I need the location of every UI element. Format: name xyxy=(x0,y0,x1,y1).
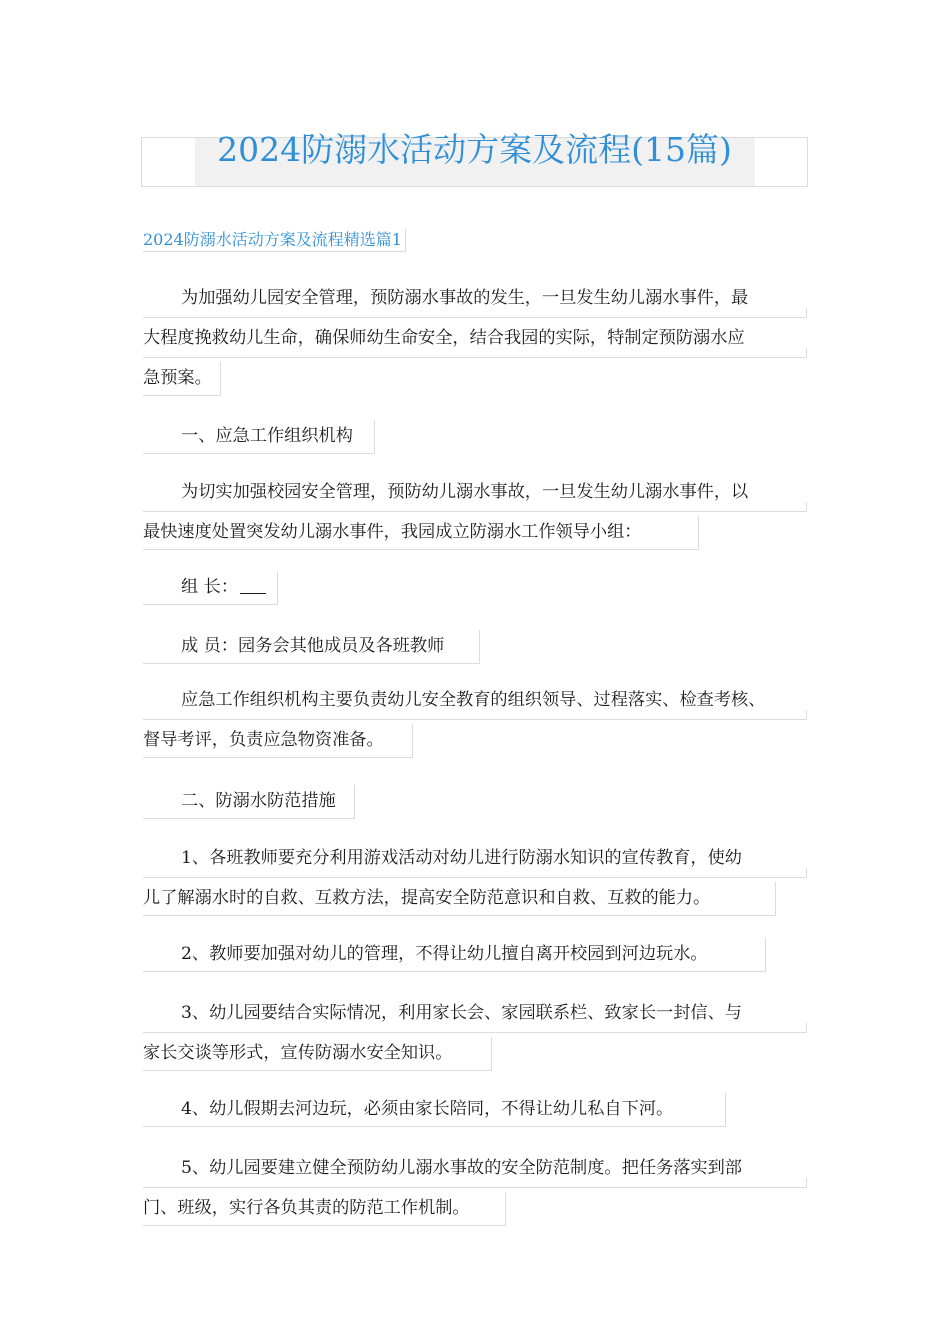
paragraph xyxy=(143,1148,807,1228)
paragraph-line xyxy=(143,838,807,878)
paragraph xyxy=(143,1089,807,1129)
paragraph-line xyxy=(143,1188,807,1228)
line-frame xyxy=(143,1178,807,1188)
paragraph-line xyxy=(143,720,807,760)
paragraph xyxy=(143,934,807,974)
paragraph xyxy=(143,781,807,821)
line-text: 3、幼儿园要结合实际情况，利用家长会、家园联系栏、致家长一封信、与 xyxy=(181,1003,742,1023)
line-text: 成 员：园务会其他成员及各班教师 xyxy=(181,636,445,656)
line-frame xyxy=(143,710,807,720)
line-text: 家长交谈等形式，宣传防溺水安全知识。 xyxy=(143,1043,453,1063)
paragraph xyxy=(143,567,807,607)
line-text: 二、防溺水防范措施 xyxy=(181,791,336,811)
line-frame xyxy=(143,308,807,318)
line-text: 4、幼儿假期去河边玩，必须由家长陪同，不得让幼儿私自下河。 xyxy=(181,1099,674,1119)
line-text: 一、应急工作组织机构 xyxy=(181,426,353,446)
paragraph xyxy=(143,993,807,1073)
paragraph-line xyxy=(143,472,807,512)
section-heading: 2024防溺水活动方案及流程精选篇1 xyxy=(143,229,406,252)
paragraph-line xyxy=(143,318,807,358)
line-text: 5、幼儿园要建立健全预防幼儿溺水事故的安全防范制度。把任务落实到部 xyxy=(181,1158,742,1178)
line-frame xyxy=(143,348,807,358)
paragraph-line xyxy=(143,878,807,918)
line-frame xyxy=(143,868,807,878)
document-title: 2024防溺水活动方案及流程(15篇) xyxy=(217,130,732,169)
line-text: 大程度挽救幼儿生命，确保师幼生命安全，结合我园的实际，特制定预防溺水应 xyxy=(143,328,745,348)
line-text: 为切实加强校园安全管理，预防幼儿溺水事故，一旦发生幼儿溺水事件，以 xyxy=(181,482,749,502)
paragraph-line xyxy=(143,567,807,607)
paragraph-line xyxy=(143,512,807,552)
line-text: 应急工作组织机构主要负责幼儿安全教育的组织领导、过程落实、检查考核、 xyxy=(181,690,766,710)
line-text: 督导考评，负责应急物资准备。 xyxy=(143,730,384,750)
line-text: 儿了解溺水时的自救、互救方法，提高安全防范意识和自救、互救的能力。 xyxy=(143,888,711,908)
paragraph xyxy=(143,278,807,398)
paragraph xyxy=(143,680,807,760)
paragraph-line xyxy=(143,993,807,1033)
line-text: 最快速度处置突发幼儿溺水事件，我园成立防溺水工作领导小组： xyxy=(143,522,642,542)
paragraph xyxy=(143,416,807,456)
line-text: 1、各班教师要充分利用游戏活动对幼儿进行防溺水知识的宣传教育，使幼 xyxy=(181,848,742,868)
paragraph-line xyxy=(143,416,807,456)
paragraph xyxy=(143,626,807,666)
line-text: 为加强幼儿园安全管理，预防溺水事故的发生，一旦发生幼儿溺水事件，最 xyxy=(181,288,749,308)
paragraph-line xyxy=(143,358,807,398)
blank-underline xyxy=(240,577,266,594)
line-frame xyxy=(143,502,807,512)
paragraph-line xyxy=(143,680,807,720)
line-text: 门、班级，实行各负其责的防范工作机制。 xyxy=(143,1198,470,1218)
paragraph-line xyxy=(143,1033,807,1073)
paragraph-line xyxy=(143,1148,807,1188)
paragraph-line xyxy=(143,1089,807,1129)
line-text: 组 长： xyxy=(181,577,239,597)
paragraph xyxy=(143,472,807,552)
line-text: 2、教师要加强对幼儿的管理，不得让幼儿擅自离开校园到河边玩水。 xyxy=(181,944,708,964)
paragraph-line xyxy=(143,781,807,821)
line-text: 急预案。 xyxy=(143,368,212,388)
line-frame xyxy=(143,1023,807,1033)
paragraph-line xyxy=(143,934,807,974)
paragraph-line xyxy=(143,626,807,666)
paragraph-line xyxy=(143,278,807,318)
paragraph xyxy=(143,838,807,918)
